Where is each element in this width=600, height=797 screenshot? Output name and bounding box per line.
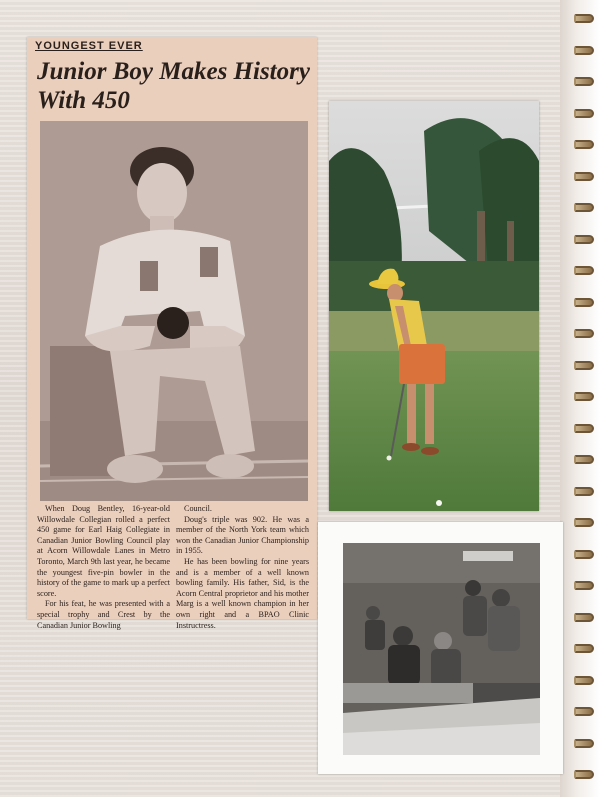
binding-ring	[574, 235, 594, 244]
binding-ring	[574, 676, 594, 685]
binding-ring	[574, 298, 594, 307]
article-column-2	[176, 504, 309, 630]
binding-ring	[574, 707, 594, 716]
bowling-alley-scene-drawing	[343, 543, 540, 755]
article-paragraph: Doug's triple was 902. He was a member of the North York team which won the Canadian Junior Championship in 1955.	[176, 514, 309, 556]
article-paragraph: For his feat, he was presented with a special trophy and Crest by the Canadian Junior Bowling	[37, 599, 170, 630]
article-paragraph: He has been bowling for nine years and is a member of a well known bowling family. His father, Sid, is the Acorn Central proprietor and his mother Marg is a well known champion in her own right and a BPAO Clinic Instructress.	[176, 556, 309, 630]
golfer-scene-drawing	[329, 101, 539, 511]
article-body	[37, 504, 310, 630]
binding-ring	[574, 392, 594, 401]
golfer-color-photo	[329, 101, 539, 511]
clipping-headline: Junior Boy Makes History With 450	[37, 58, 310, 114]
binding-ring	[574, 109, 594, 118]
binding-ring	[574, 518, 594, 527]
binding-ring	[574, 581, 594, 590]
spiral-binding	[560, 0, 600, 797]
binding-ring	[574, 140, 594, 149]
binding-ring	[574, 487, 594, 496]
binding-ring	[574, 739, 594, 748]
binding-ring	[574, 424, 594, 433]
binding-ring	[574, 172, 594, 181]
binding-ring	[574, 644, 594, 653]
binding-ring	[574, 550, 594, 559]
newspaper-clipping	[27, 37, 317, 630]
bowler-portrait-drawing	[40, 121, 308, 501]
bw-photo-image	[343, 543, 540, 755]
bowler-portrait-photo	[40, 121, 308, 501]
binding-ring	[574, 266, 594, 275]
black-white-bowling-alley-photo	[318, 522, 563, 774]
binding-ring	[574, 455, 594, 464]
binding-ring	[574, 14, 594, 23]
binding-ring	[574, 77, 594, 86]
article-column-1	[37, 504, 170, 630]
binding-ring	[574, 46, 594, 55]
clipping-kicker: YOUNGEST EVER	[35, 40, 143, 52]
binding-ring	[574, 361, 594, 370]
binding-ring	[574, 770, 594, 779]
binding-ring	[574, 329, 594, 338]
binding-ring	[574, 203, 594, 212]
binding-ring	[574, 613, 594, 622]
article-paragraph: Council.	[184, 504, 212, 513]
article-paragraph: When Doug Bentley, 16-year-old Willowdale Collegian rolled a perfect 450 game for Earl Haig Collegiate in Canadian Junior Bowling Council play at Acorn Willowdale Lanes in Metro Toronto, March 9th last year, he became the youngest five-pin bowler in the history of the game to mark up a perfect score.	[37, 504, 170, 598]
